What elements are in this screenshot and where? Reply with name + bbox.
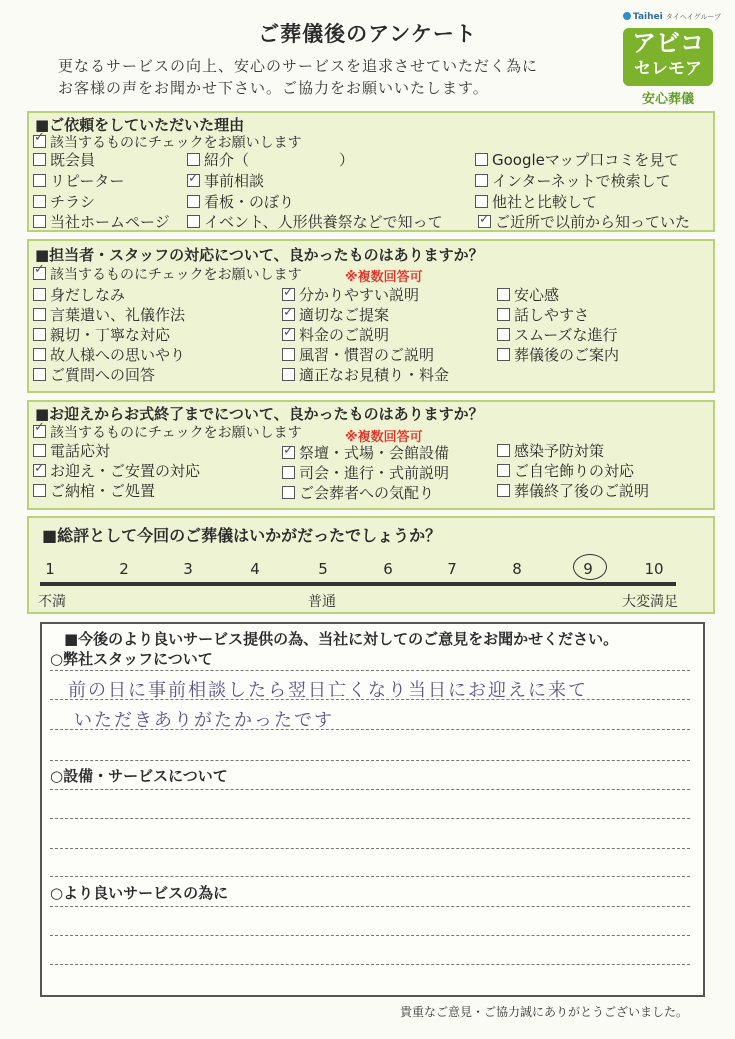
intro-text-line1: 更なるサービスの向上、安心のサービスを追求させていただく為に	[58, 57, 539, 75]
checkbox-item[interactable]: 既会員	[33, 150, 95, 170]
checkbox-item[interactable]: 司会・進行・式前説明	[282, 463, 449, 483]
answer-line	[50, 964, 690, 965]
checkbox-item[interactable]: 葬儀終了後のご説明	[497, 481, 649, 501]
checkbox-item[interactable]: 親切・丁寧な対応	[33, 325, 170, 345]
checkbox-item[interactable]: 他社と比較して	[475, 192, 597, 212]
checkbox-item[interactable]: 紹介（ ）	[187, 150, 354, 170]
rating-5[interactable]: 5	[318, 560, 328, 578]
checkbox-item[interactable]: 適正なお見積り・料金	[282, 365, 449, 385]
checkbox-item[interactable]: 身だしなみ	[33, 285, 125, 305]
rating-3[interactable]: 3	[183, 560, 193, 578]
selected-rating-circle	[573, 554, 607, 580]
label-mid: 普通	[308, 594, 336, 610]
answer-line	[50, 670, 690, 671]
comments-heading: ■今後のより良いサービス提供の為、当社に対してのご意見をお聞かせください。	[64, 630, 619, 648]
checkbox-item[interactable]: イベント、人形供養祭などで知って	[187, 212, 443, 232]
better-service-label: ○より良いサービスの為に	[50, 884, 229, 902]
answer-line	[50, 935, 690, 936]
checkbox-item[interactable]: ✓ 料金のご説明	[282, 325, 389, 345]
rating-1[interactable]: 1	[45, 560, 55, 578]
checkbox-item[interactable]: チラシ	[33, 192, 95, 212]
checkbox-item[interactable]: ✓ 適切なご提案	[282, 305, 389, 325]
rating-9[interactable]: 9	[583, 560, 593, 578]
label-high: 大変満足	[622, 594, 678, 610]
checkbox-item[interactable]: 故人様への思いやり	[33, 345, 185, 365]
footer-thanks: 貴重なご意見・ご協力誠にありがとうございました。	[400, 1005, 689, 1019]
rating-10[interactable]: 10	[644, 560, 664, 578]
checkbox-item[interactable]: ご自宅飾りの対応	[497, 461, 634, 481]
checkbox-item[interactable]: ご質問への回答	[33, 365, 155, 385]
answer-line	[50, 818, 690, 819]
staff-label: ○弊社スタッフについて	[50, 650, 213, 668]
brand-tagline: 安心葬儀	[641, 92, 694, 107]
section1-instruction: ✓該当するものにチェックをお願いします	[33, 132, 302, 152]
section3-instruction: ✓該当するものにチェックをお願いします	[33, 422, 302, 442]
section1-heading: ■ご依頼をしていただいた理由	[35, 116, 245, 134]
checkbox-item[interactable]: ✓ 事前相談	[187, 171, 264, 191]
section2-heading: ■担当者・スタッフの対応について、良かったものはありますか？	[35, 246, 484, 264]
taihei-logo-icon	[623, 12, 631, 20]
checkbox-item[interactable]: ✓ ご近所で以前から知っていた	[478, 212, 690, 232]
checkbox-item[interactable]: ✓ 祭壇・式場・会館設備	[282, 443, 449, 463]
checkbox-item[interactable]: 感染予防対策	[497, 441, 604, 461]
rating-scale-line	[40, 582, 676, 586]
answer-line	[50, 789, 690, 790]
checkbox-item[interactable]: インターネットで検索して	[475, 171, 671, 191]
rating-2[interactable]: 2	[119, 560, 129, 578]
checkbox-item[interactable]: ご納棺・ご処置	[33, 481, 155, 501]
staff-answer-line1[interactable]: 前の日に事前相談したら翌日亡くなり当日にお迎えに来て	[68, 680, 588, 701]
answer-line	[50, 876, 690, 877]
checkbox-item[interactable]: 言葉遣い、礼儀作法	[33, 305, 185, 325]
checkbox-item[interactable]: 当社ホームページ	[33, 212, 170, 232]
checkbox-item[interactable]: 風習・慣習のご説明	[282, 345, 434, 365]
group-logo: Taihei タイヘイグループ	[623, 12, 721, 22]
label-low: 不満	[38, 594, 66, 610]
answer-line	[50, 848, 690, 849]
section2-instruction: ✓該当するものにチェックをお願いします	[33, 264, 302, 284]
multi-answer-note: ※複数回答可	[345, 430, 423, 445]
checkbox-item[interactable]: ご会葬者への気配り	[282, 483, 434, 503]
facility-label: ○設備・サービスについて	[50, 767, 228, 785]
rating-8[interactable]: 8	[512, 560, 522, 578]
checkbox-item[interactable]: ✓お迎え・ご安置の対応	[33, 461, 200, 481]
checkbox-item[interactable]: スムーズな進行	[497, 325, 618, 345]
staff-answer-line2[interactable]: いただきありがたかったです	[74, 710, 334, 731]
checkbox-item[interactable]: Googleマップ口コミを見て	[475, 150, 679, 170]
page-title: ご葬儀後のアンケート	[258, 22, 477, 46]
section3-heading: ■お迎えからお式終了までについて、良かったものはありますか？	[35, 405, 484, 423]
checkbox-item[interactable]: 電話応対	[33, 441, 110, 461]
intro-text-line2: お客様の声をお聞かせ下さい。ご協力をお願いいたします。	[58, 79, 489, 97]
rating-6[interactable]: 6	[383, 560, 393, 578]
multi-answer-note: ※複数回答可	[345, 270, 423, 285]
checkbox-item[interactable]: ✓ 分かりやすい説明	[282, 285, 419, 305]
section4-heading: ■総評として今回のご葬儀はいかがだったでしょうか？	[42, 526, 442, 545]
answer-line	[50, 906, 690, 907]
checkbox-item[interactable]: 看板・のぼり	[187, 192, 294, 212]
rating-7[interactable]: 7	[447, 560, 457, 578]
rating-4[interactable]: 4	[250, 560, 260, 578]
checkbox-item[interactable]: 葬儀後のご案内	[497, 345, 619, 365]
checkbox-item[interactable]: 安心感	[497, 285, 559, 305]
brand-logo: アビコ セレモア	[623, 28, 713, 86]
checkbox-item[interactable]: リピーター	[33, 171, 124, 191]
checkbox-item[interactable]: 話しやすさ	[497, 305, 589, 325]
answer-line	[50, 760, 690, 761]
